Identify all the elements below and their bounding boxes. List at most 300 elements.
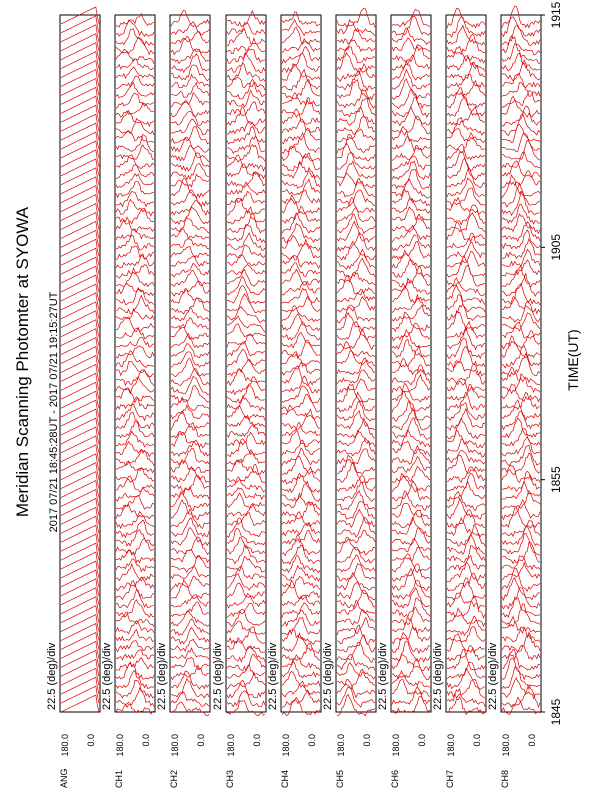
- scan-line: [61, 177, 99, 194]
- scan-line: [116, 208, 154, 224]
- scan-line: [337, 276, 375, 295]
- panel-channel-label: CH1: [114, 769, 124, 788]
- scan-line: [171, 619, 209, 635]
- scan-line: [282, 12, 320, 26]
- scan-line: [502, 274, 540, 296]
- scan-line: [227, 701, 265, 716]
- scan-line: [447, 492, 485, 511]
- scan-line: [392, 401, 430, 421]
- scan-line: [171, 74, 209, 87]
- panel-ch7: [446, 8, 486, 714]
- scan-line: [337, 242, 375, 260]
- scan-line: [337, 635, 375, 652]
- scan-line: [337, 198, 375, 213]
- scan-line: [392, 190, 430, 206]
- scan-line: [61, 159, 99, 176]
- panel-ytop-label: 180.0: [115, 734, 125, 757]
- panel-channel-label: CH4: [280, 769, 290, 788]
- scan-line: [61, 364, 99, 381]
- scan-line: [227, 172, 265, 188]
- scan-line: [171, 146, 209, 162]
- scan-line: [282, 269, 320, 285]
- scan-line: [227, 566, 265, 579]
- scan-line: [116, 37, 154, 54]
- scan-line: [61, 409, 99, 426]
- scan-line: [392, 568, 430, 590]
- panel-ch8: [501, 6, 541, 714]
- scan-line: [61, 695, 99, 712]
- panel-ytop-label: 180.0: [60, 734, 70, 757]
- scan-line: [227, 583, 265, 598]
- plot-layer: [60, 6, 541, 716]
- scan-line: [282, 288, 320, 303]
- scan-line: [171, 36, 209, 54]
- panel-ytop-label: 180.0: [446, 734, 456, 757]
- scan-line: [392, 266, 430, 287]
- scan-line: [447, 430, 485, 447]
- scan-line: [171, 580, 209, 599]
- scan-line: [116, 600, 154, 618]
- scan-line: [447, 482, 485, 501]
- scan-line: [392, 198, 430, 213]
- scan-line: [171, 200, 209, 215]
- scan-line: [61, 239, 99, 256]
- scan-line: [171, 527, 209, 545]
- scan-line: [502, 6, 540, 28]
- scan-line: [116, 119, 154, 135]
- scan-line: [171, 492, 209, 511]
- scan-line: [227, 294, 265, 313]
- scan-line: [227, 672, 265, 689]
- scan-line: [61, 579, 99, 596]
- scan-line: [61, 641, 99, 658]
- panel-ch4: [281, 12, 321, 716]
- panel-ytop-label: 180.0: [281, 734, 291, 757]
- scan-line: [116, 476, 154, 492]
- scan-line: [392, 312, 430, 331]
- scan-line: [337, 173, 375, 188]
- scan-line: [337, 322, 375, 341]
- scan-line: [61, 114, 99, 131]
- scan-line: [116, 254, 154, 268]
- scan-line: [61, 472, 99, 489]
- scan-line: [116, 680, 154, 698]
- scan-line: [447, 608, 485, 626]
- x-tick-labels: [541, 1, 563, 725]
- scan-line: [171, 368, 209, 385]
- scan-line: [61, 221, 99, 238]
- panel-ch3: [226, 11, 266, 716]
- scan-line: [282, 362, 320, 375]
- scan-line: [337, 625, 375, 644]
- scan-line: [502, 617, 540, 633]
- scan-line: [392, 430, 430, 448]
- scan-line: [337, 28, 375, 44]
- scan-line: [61, 150, 99, 167]
- scan-line: [337, 476, 375, 492]
- scan-line: [116, 468, 154, 482]
- scan-line: [502, 627, 540, 642]
- scan-line: [502, 392, 540, 409]
- scan-line: [337, 289, 375, 302]
- scan-line: [282, 512, 320, 526]
- scan-line: [502, 632, 540, 651]
- scan-line: [171, 537, 209, 555]
- panel-ytop-label: 180.0: [336, 734, 346, 757]
- scan-line: [392, 391, 430, 412]
- scan-line: [447, 518, 485, 537]
- panel-ybottom-label: 0.0: [472, 734, 482, 747]
- scan-line: [171, 611, 209, 627]
- panel-scale-label: 22.5 (deg)/div: [46, 642, 58, 710]
- panel-ch2: [170, 10, 210, 716]
- scan-line: [227, 63, 265, 81]
- scan-line: [61, 96, 99, 113]
- scan-line: [227, 277, 265, 295]
- scan-line: [447, 627, 485, 642]
- scan-line: [227, 233, 265, 250]
- scan-line: [447, 361, 485, 376]
- scan-line: [227, 680, 265, 698]
- scan-line: [227, 593, 265, 608]
- scan-line: [447, 593, 485, 609]
- scan-line: [502, 429, 540, 446]
- scan-line: [337, 190, 375, 206]
- scan-line: [61, 338, 99, 355]
- scan-line: [502, 301, 540, 322]
- scan-line: [392, 305, 430, 321]
- scan-line: [61, 686, 99, 703]
- scan-line: [447, 265, 485, 286]
- scan-line: [337, 669, 375, 689]
- scan-line: [392, 633, 430, 653]
- scan-line: [116, 174, 154, 188]
- scan-line: [282, 297, 320, 312]
- scan-line: [502, 384, 540, 402]
- scan-line: [171, 153, 209, 171]
- scan-line: [61, 257, 99, 274]
- scan-line: [171, 307, 209, 321]
- scan-line: [502, 500, 540, 520]
- scan-line: [447, 662, 485, 679]
- scan-line: [502, 140, 540, 160]
- scan-line: [171, 475, 209, 492]
- scan-line: [116, 165, 154, 179]
- scan-line: [282, 556, 320, 573]
- scan-line: [227, 29, 265, 46]
- scan-line: [61, 659, 99, 676]
- scan-line: [227, 610, 265, 627]
- scan-line: [61, 597, 99, 614]
- scan-line: [61, 141, 99, 158]
- scan-line: [116, 640, 154, 651]
- scan-line: [502, 214, 540, 233]
- scan-line: [61, 195, 99, 212]
- scan-line: [502, 230, 540, 249]
- panel-ybottom-label: 0.0: [252, 734, 262, 747]
- scan-line: [61, 52, 99, 69]
- scan-line: [502, 508, 540, 528]
- scan-line: [337, 272, 375, 285]
- scan-line: [116, 370, 154, 386]
- scan-line: [61, 400, 99, 417]
- scan-line: [337, 222, 375, 242]
- x-tick-label: 1905: [549, 233, 563, 261]
- scan-line: [392, 170, 430, 189]
- scan-line: [447, 8, 485, 28]
- scan-line: [502, 418, 540, 438]
- scan-line: [61, 463, 99, 480]
- scan-line: [282, 314, 320, 331]
- scan-line: [392, 97, 430, 117]
- scan-line: [282, 698, 320, 716]
- scan-line: [337, 129, 375, 142]
- scan-line: [337, 152, 375, 169]
- scan-line: [171, 263, 209, 277]
- scan-line: [171, 449, 209, 465]
- panel-ybottom-label: 0.0: [196, 734, 206, 747]
- scan-line: [392, 107, 430, 126]
- scan-line: [447, 556, 485, 571]
- scan-line: [171, 22, 209, 35]
- scan-line: [502, 91, 540, 108]
- scan-line: [171, 692, 209, 706]
- scan-line: [502, 645, 540, 659]
- panel-channel-label: CH6: [390, 769, 400, 788]
- scan-line: [61, 418, 99, 435]
- scan-line: [392, 554, 430, 573]
- scan-line: [392, 383, 430, 402]
- scan-line: [337, 655, 375, 671]
- scan-line: [227, 425, 265, 438]
- panel-channel-label: CH2: [169, 769, 179, 788]
- scan-line: [337, 502, 375, 519]
- scan-line: [392, 161, 430, 179]
- scan-line: [502, 556, 540, 570]
- scan-line: [61, 248, 99, 265]
- scan-line: [171, 178, 209, 198]
- scan-line: [337, 379, 375, 394]
- scan-line: [227, 225, 265, 243]
- scan-line: [392, 16, 430, 35]
- scan-line: [282, 394, 320, 412]
- scan-line: [337, 537, 375, 555]
- scan-line: [61, 16, 99, 33]
- scan-line: [61, 25, 99, 42]
- chart-title: Meridian Scanning Photomter at SYOWA: [13, 206, 32, 518]
- scan-line: [116, 495, 154, 509]
- scan-line: [61, 624, 99, 641]
- scan-line: [392, 564, 430, 581]
- scan-line: [227, 79, 265, 99]
- scan-line: [171, 648, 209, 659]
- scan-line: [337, 600, 375, 614]
- scan-line: [171, 256, 209, 267]
- scan-line: [392, 510, 430, 527]
- panel-ybottom-label: 0.0: [362, 734, 372, 747]
- scan-line: [227, 136, 265, 153]
- scan-line: [116, 612, 154, 627]
- scan-line: [282, 70, 320, 91]
- scan-line: [282, 168, 320, 189]
- scan-line: [61, 302, 99, 319]
- panel-ang: [60, 7, 100, 712]
- scan-line: [447, 634, 485, 653]
- scan-line: [227, 556, 265, 572]
- scan-line: [502, 75, 540, 88]
- scan-line: [282, 146, 320, 161]
- scan-line: [447, 403, 485, 421]
- scan-line: [61, 275, 99, 292]
- panel-scale-label: 22.5 (deg)/div: [322, 642, 334, 710]
- scan-line: [171, 229, 209, 239]
- scan-line: [61, 70, 99, 87]
- scan-line: [61, 293, 99, 310]
- scan-line: [61, 230, 99, 247]
- scan-line: [171, 386, 209, 403]
- scan-line: [116, 200, 154, 216]
- scan-line: [61, 34, 99, 51]
- scan-line: [116, 488, 154, 501]
- scan-line: [61, 534, 99, 551]
- scan-line: [392, 491, 430, 510]
- scan-line: [171, 218, 209, 233]
- scan-line: [282, 366, 320, 386]
- scan-line: [61, 61, 99, 78]
- scan-line: [337, 510, 375, 528]
- scan-line: [392, 55, 430, 71]
- scan-line: [282, 98, 320, 117]
- scan-line: [61, 186, 99, 203]
- scan-line: [337, 107, 375, 125]
- scan-line: [116, 671, 154, 689]
- scan-line: [282, 133, 320, 153]
- scan-line: [392, 79, 430, 99]
- scan-line: [502, 96, 540, 117]
- scan-line: [502, 659, 540, 680]
- scan-line: [447, 455, 485, 473]
- scan-line: [447, 450, 485, 464]
- scan-line: [502, 183, 540, 207]
- scan-line: [502, 533, 540, 555]
- scan-line: [116, 564, 154, 581]
- scan-line: [171, 702, 209, 716]
- scan-line: [502, 297, 540, 314]
- scan-line: [116, 650, 154, 660]
- scan-line: [61, 382, 99, 399]
- scan-line: [392, 671, 430, 687]
- scan-line: [116, 93, 154, 108]
- scan-line: [502, 133, 540, 152]
- scan-line: [116, 442, 154, 457]
- scan-line: [282, 422, 320, 436]
- scan-line: [61, 168, 99, 185]
- scan-line: [392, 9, 430, 26]
- scan-line: [171, 467, 209, 483]
- scan-line: [116, 328, 154, 338]
- scan-line: [227, 518, 265, 537]
- scan-line: [61, 445, 99, 462]
- scan-line: [392, 375, 430, 393]
- scan-line: [227, 255, 265, 266]
- scan-line: [171, 352, 209, 367]
- scan-line: [392, 214, 430, 232]
- scan-line: [392, 295, 430, 313]
- scan-line: [171, 164, 209, 180]
- scan-line: [61, 355, 99, 372]
- scan-line: [171, 137, 209, 152]
- panel-ytop-label: 180.0: [501, 734, 511, 757]
- scan-line: [392, 654, 430, 670]
- panel-ybottom-label: 0.0: [417, 734, 427, 747]
- scan-line: [337, 250, 375, 270]
- scan-line: [282, 322, 320, 340]
- scan-line: [447, 285, 485, 304]
- scan-line: [392, 697, 430, 714]
- scan-line: [337, 573, 375, 590]
- scan-line: [282, 340, 320, 358]
- scan-line: [502, 649, 540, 670]
- scan-line: [392, 260, 430, 278]
- scan-line: [502, 222, 540, 241]
- scan-line: [61, 347, 99, 364]
- scan-line: [337, 350, 375, 366]
- scan-line: [282, 47, 320, 64]
- scan-line: [447, 222, 485, 241]
- scan-line: [282, 545, 320, 564]
- scan-line: [61, 650, 99, 667]
- scan-line: [337, 80, 375, 100]
- scan-line: [227, 396, 265, 411]
- panel-ybottom-label: 0.0: [86, 734, 96, 747]
- panel-ch1: [115, 14, 155, 714]
- scan-line: [337, 462, 375, 483]
- scan-line: [502, 17, 540, 37]
- scan-line: [171, 54, 209, 72]
- scan-line: [447, 467, 485, 482]
- scan-line: [282, 64, 320, 81]
- scan-line: [392, 61, 430, 80]
- scan-line: [61, 427, 99, 444]
- panel-ch6: [391, 9, 431, 713]
- scan-line: [282, 332, 320, 347]
- scan-line: [227, 488, 265, 499]
- scan-line: [392, 473, 430, 492]
- scan-line: [337, 517, 375, 537]
- scan-line: [337, 384, 375, 402]
- scan-line: [116, 145, 154, 160]
- scan-line: [282, 409, 320, 430]
- scan-line: [392, 457, 430, 473]
- scan-line: [171, 423, 209, 438]
- scan-line: [116, 229, 154, 240]
- scan-line: [282, 457, 320, 475]
- scan-line: [447, 616, 485, 635]
- scan-line: [447, 56, 485, 72]
- panel-scale-label: 22.5 (deg)/div: [432, 642, 444, 710]
- scan-line: [282, 524, 320, 536]
- scan-line: [61, 606, 99, 623]
- scan-line: [227, 638, 265, 653]
- scan-line: [227, 121, 265, 134]
- x-tick-label: 1915: [549, 1, 563, 29]
- scan-line: [116, 14, 154, 27]
- scan-line: [282, 223, 320, 242]
- scan-line: [392, 686, 430, 704]
- scan-line: [282, 263, 320, 277]
- scan-line: [61, 284, 99, 301]
- panel-channel-label: CH7: [445, 769, 455, 788]
